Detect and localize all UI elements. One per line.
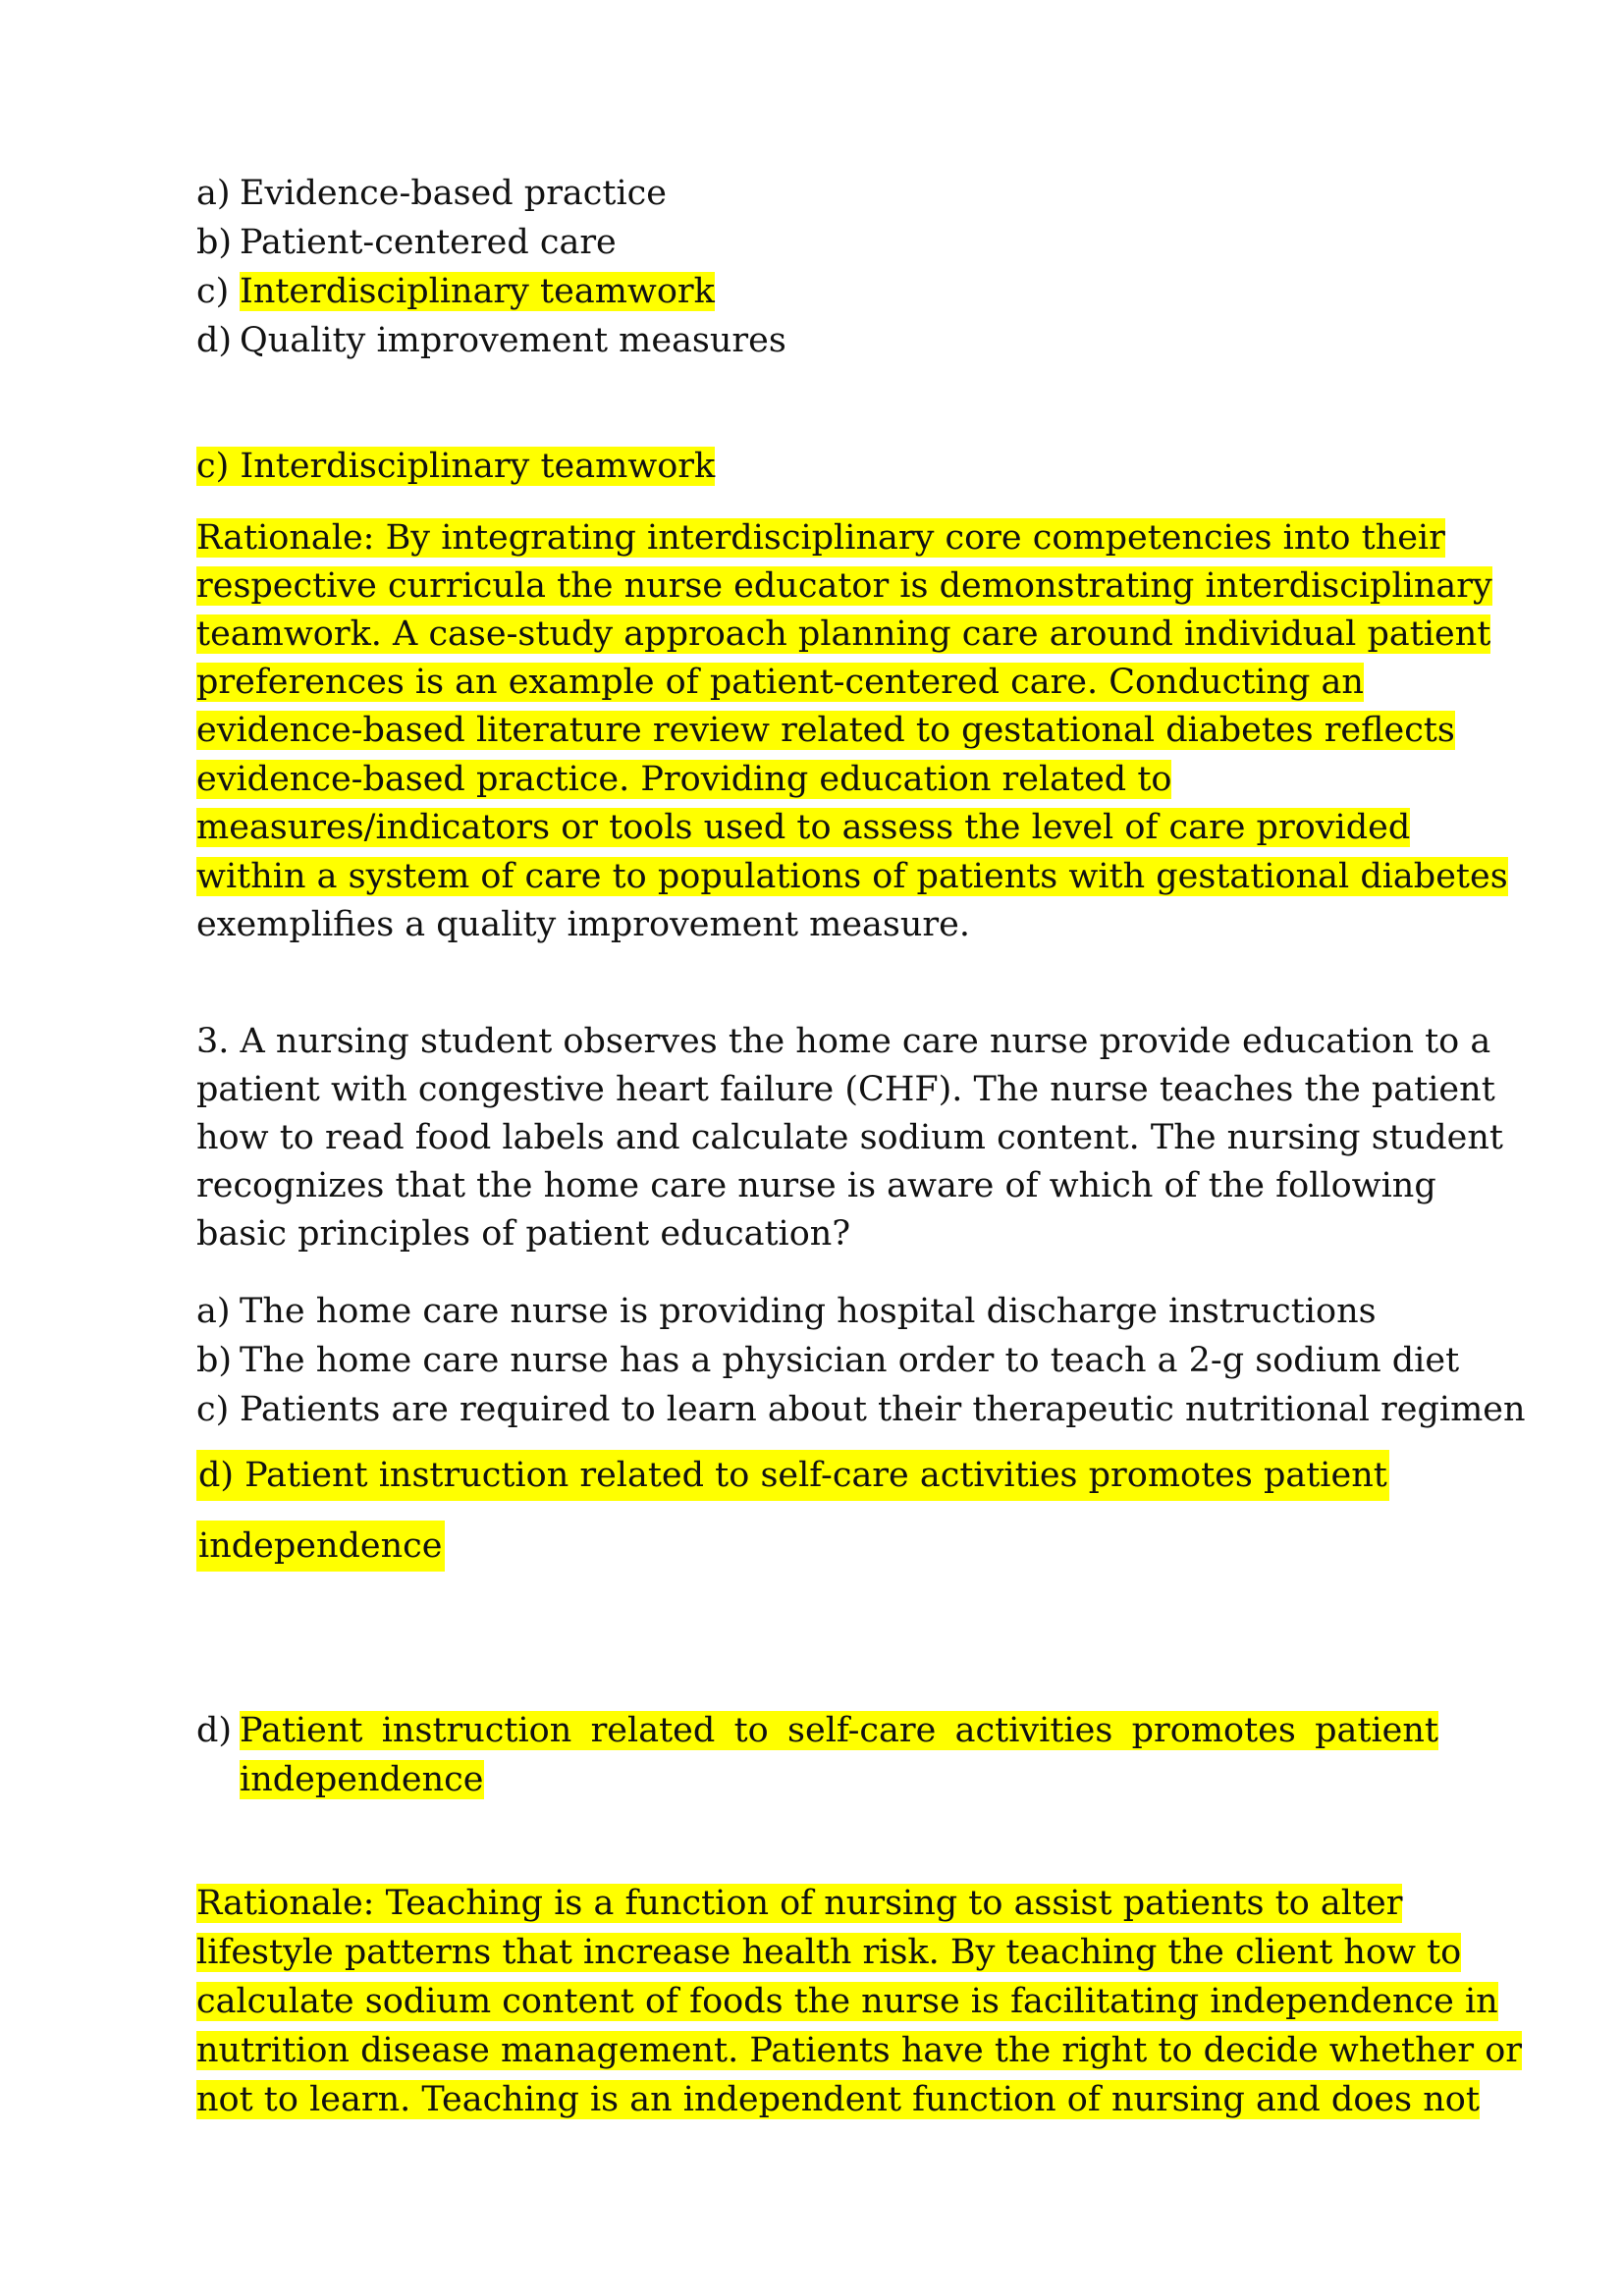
question-text: recognizes that the home care nurse is aware of which of the following (196, 1166, 1436, 1205)
q3-rationale-line (196, 2075, 1480, 2124)
rationale-text: teamwork. A case-study approach planning care around individual patient (196, 614, 1491, 654)
answer-text: c) Interdisciplinary teamwork (196, 447, 716, 486)
option-letter: b) (196, 1341, 233, 1380)
q3-option-b (196, 1336, 1459, 1385)
answer-line2-wrap (240, 1755, 1438, 1804)
option-letter: a) (196, 174, 231, 213)
option-text: Patient-centered care (240, 223, 617, 262)
question-text: how to read food labels and calculate sodium content. The nursing student (196, 1118, 1503, 1157)
q2-rationale-line (196, 658, 1364, 707)
q2-rationale-line (196, 610, 1490, 659)
rationale-text: exemplifies a quality improvement measure. (196, 905, 970, 944)
q2-rationale-line (196, 561, 1492, 611)
q2-rationale-line (196, 513, 1445, 562)
q3-question-line (196, 1113, 1503, 1162)
option-text-highlighted: independence (196, 1521, 445, 1572)
q3-rationale-line (196, 2026, 1522, 2075)
q3-rationale-line (196, 1977, 1498, 2026)
option-letter: a) (196, 1292, 231, 1331)
q3-question-line (196, 1065, 1495, 1114)
q2-rationale-line (196, 900, 970, 949)
answer-text-line2: independence (240, 1760, 484, 1799)
q3-question-line (196, 1161, 1436, 1210)
q2-rationale-line (196, 755, 1171, 804)
option-text: The home care nurse is providing hospital discharge instructions (240, 1292, 1377, 1331)
option-letter: c) (196, 1390, 230, 1429)
q2-rationale-line (196, 852, 1508, 901)
option-text-highlighted: Interdisciplinary teamwork (240, 272, 715, 311)
option-text-highlighted: d) Patient instruction related to self-care activities promotes patient (196, 1450, 1389, 1501)
q3-question-line (196, 1017, 1490, 1066)
answer-letter: d) (196, 1711, 233, 1750)
q3-option-d-line1 (196, 1445, 1389, 1506)
q2-option-a (196, 169, 667, 218)
q3-answer (196, 1706, 1438, 1804)
rationale-text: nutrition disease management. Patients have the right to decide whether or (196, 2031, 1522, 2070)
option-letter: b) (196, 223, 233, 262)
q3-option-a (196, 1287, 1377, 1336)
question-text: 3. A nursing student observes the home care nurse provide education to a (196, 1022, 1491, 1061)
rationale-text: Rationale: Teaching is a function of nursing to assist patients to alter (196, 1884, 1403, 1923)
option-letter: d) (196, 321, 233, 360)
rationale-text: preferences is an example of patient-centered care. Conducting an (196, 663, 1364, 702)
option-text: Patients are required to learn about their therapeutic nutritional regimen (240, 1390, 1526, 1429)
rationale-text: measures/indicators or tools used to assess the level of care provided (196, 808, 1411, 847)
rationale-text: calculate sodium content of foods the nurse is facilitating independence in (196, 1982, 1498, 2021)
question-text: patient with congestive heart failure (CHF). The nurse teaches the patient (196, 1070, 1495, 1109)
q3-option-c (196, 1385, 1526, 1434)
q3-question-line (196, 1209, 850, 1258)
rationale-text: respective curricula the nurse educator is demonstrating interdisciplinary (196, 566, 1492, 606)
rationale-text: not to learn. Teaching is an independent function of nursing and does not (196, 2080, 1480, 2119)
rationale-text: Rationale: By integrating interdisciplinary core competencies into their (196, 518, 1445, 558)
option-text: Evidence-based practice (240, 174, 667, 213)
q2-rationale-line (196, 706, 1455, 755)
q3-rationale-line (196, 1928, 1461, 1977)
option-text: Quality improvement measures (240, 321, 786, 360)
q2-rationale-line (196, 803, 1410, 852)
option-text: The home care nurse has a physician order to teach a 2-g sodium diet (240, 1341, 1460, 1380)
question-text: basic principles of patient education? (196, 1214, 851, 1254)
q2-option-d (196, 316, 786, 365)
q2-option-b (196, 218, 617, 267)
rationale-text: evidence-based practice. Providing education related to (196, 760, 1172, 799)
q3-rationale-line (196, 1879, 1402, 1928)
answer-line1-wrap (240, 1706, 1438, 1755)
rationale-text: evidence-based literature review related to gestational diabetes reflects (196, 711, 1455, 750)
q2-answer (196, 442, 715, 491)
q3-option-d-line2 (196, 1516, 445, 1576)
q2-option-c (196, 267, 715, 316)
answer-text-line1: Patient instruction related to self-care activities promotes patient (240, 1711, 1438, 1750)
rationale-text: within a system of care to populations of patients with gestational diabetes (196, 857, 1508, 896)
rationale-text: lifestyle patterns that increase health risk. By teaching the client how to (196, 1933, 1462, 1972)
option-letter: c) (196, 272, 230, 311)
